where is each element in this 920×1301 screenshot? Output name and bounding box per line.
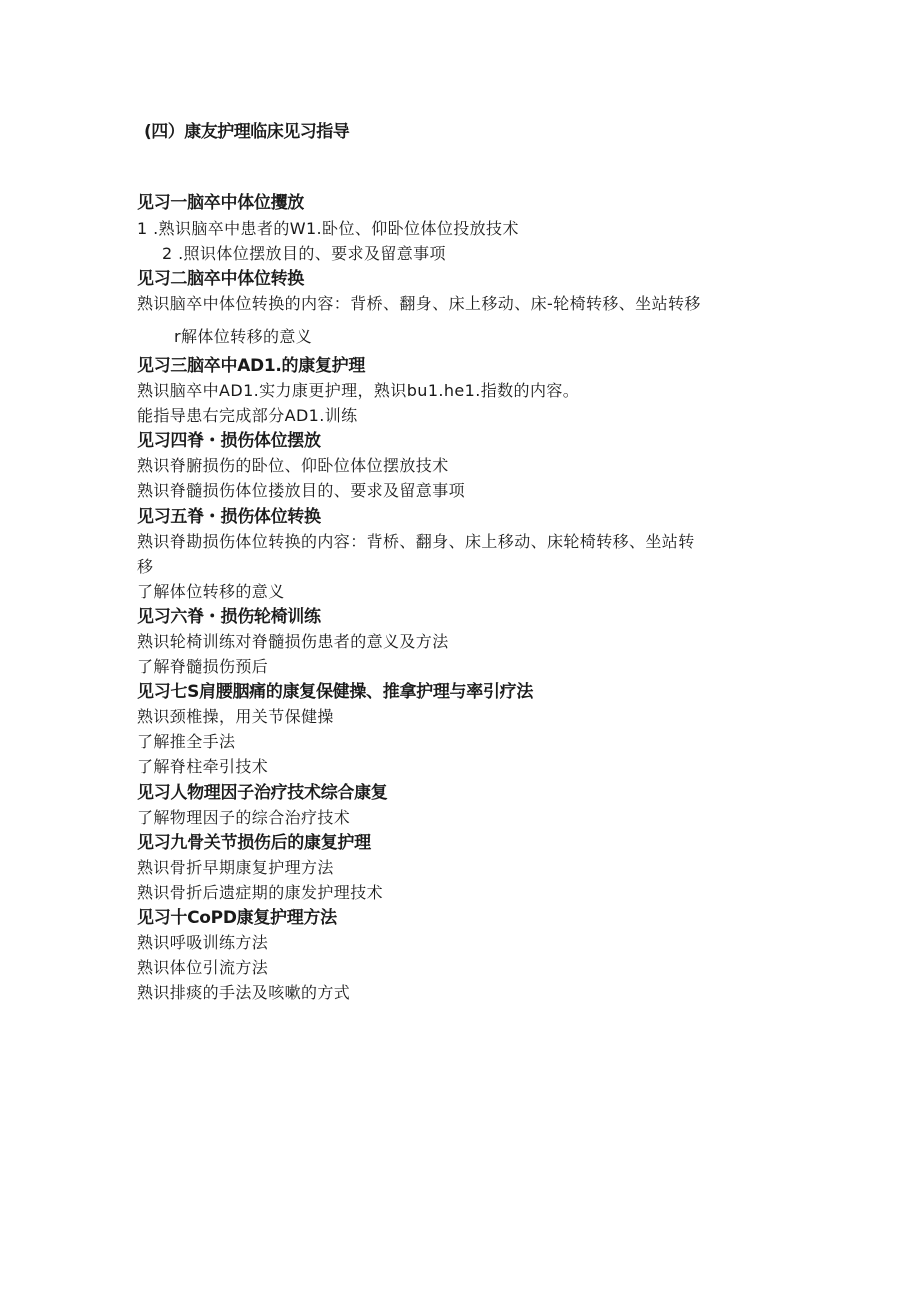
- guide-heading: 见习十CoPD康复护理方法: [137, 908, 337, 928]
- guide-heading: 见习四脊・损伤体位摆放: [137, 431, 321, 451]
- guide-text-line: 熟识脑卒中AD1.实力康更护理，熟识bu1.he1.指数的内容。: [137, 381, 580, 400]
- guide-heading: 见习二脑卒中体位转换: [137, 269, 304, 289]
- guide-heading: 见习人物理因子治疗技术综合康复: [137, 783, 388, 803]
- guide-text-line: 了解脊髓损伤预后: [137, 657, 269, 676]
- guide-text-line: 移: [137, 557, 154, 576]
- guide-text-line: 了解体位转移的意义: [137, 582, 285, 601]
- guide-text-line: 了解推全手法: [137, 732, 236, 751]
- guide-heading: 见习六脊・损伤轮椅训练: [137, 607, 321, 627]
- guide-heading: 见习三脑卒中AD1.的康复护理: [137, 356, 366, 376]
- guide-text-line: 了解物理因子的综合治疗技术: [137, 808, 351, 827]
- section-title: (四）康友护理临床见习指导: [144, 122, 350, 142]
- guide-text-line: 熟识脊勘损伤体位转换的内容：背桥、翻身、床上移动、床轮椅转移、坐站转: [137, 532, 695, 551]
- guide-text-line: 熟识体位引流方法: [137, 958, 269, 977]
- guide-heading: 见习七S肩腰胭痛的康复保健操、推拿护理与率引疗法: [137, 682, 534, 702]
- guide-heading: 见习五脊・损伤体位转换: [137, 507, 321, 527]
- guide-text-line: 能指导患右完成部分AD1.训练: [137, 406, 358, 425]
- guide-text-line: 熟识颈椎操，用关节保健操: [137, 707, 334, 726]
- guide-text-line: 2 .照识体位摆放目的、要求及留意事项: [162, 244, 446, 263]
- guide-text-line: 了解脊柱牵引技术: [137, 757, 269, 776]
- guide-heading: 见习九骨关节损伤后的康复护理: [137, 833, 371, 853]
- guide-text-line: 熟识脊髓损伤体位搂放目的、要求及留意事项: [137, 481, 466, 500]
- guide-text-line: 1 .熟识脑卒中患者的W1.卧位、仰卧位体位投放技术: [137, 219, 519, 238]
- guide-text-line: 熟识脑卒中体位转换的内容：背桥、翻身、床上移动、床-轮椅转移、坐站转移: [137, 294, 701, 313]
- guide-text-line: 熟识骨折早期康复护理方法: [137, 858, 334, 877]
- guide-text-line: 熟识排痰的手法及咳嗽的方式: [137, 983, 351, 1002]
- guide-heading: 见习一脑卒中体位攫放: [137, 193, 304, 213]
- guide-text-line: r解体位转移的意义: [174, 327, 313, 346]
- guide-text-line: 熟识脊腑损伤的卧位、仰卧位体位摆放技术: [137, 456, 449, 475]
- guide-text-line: 熟识轮椅训练对脊髓损伤患者的意义及方法: [137, 632, 449, 651]
- guide-text-line: 熟识呼吸训练方法: [137, 933, 269, 952]
- guide-text-line: 熟识骨折后遗症期的康发护理技术: [137, 883, 384, 902]
